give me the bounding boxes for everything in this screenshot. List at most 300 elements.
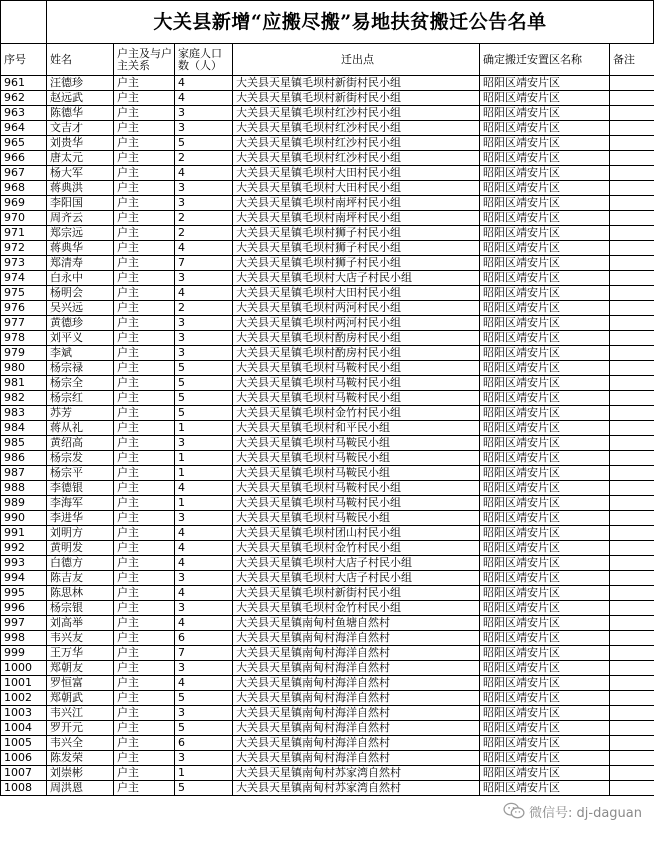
cell-remark xyxy=(610,601,654,616)
cell-family-size: 7 xyxy=(175,256,233,271)
cell-remark xyxy=(610,541,654,556)
cell-origin: 大关县天星镇毛坝村马鞍村民小组 xyxy=(233,361,480,376)
cell-remark xyxy=(610,421,654,436)
cell-name: 周洪恩 xyxy=(47,781,114,796)
cell-no: 975 xyxy=(1,286,47,301)
cell-destination: 昭阳区靖安片区 xyxy=(480,706,610,721)
cell-destination: 昭阳区靖安片区 xyxy=(480,301,610,316)
cell-family-size: 5 xyxy=(175,721,233,736)
cell-name: 李斌 xyxy=(47,346,114,361)
cell-relation: 户主 xyxy=(114,406,175,421)
cell-remark xyxy=(610,91,654,106)
table-row xyxy=(1,286,654,301)
cell-no: 1000 xyxy=(1,661,47,676)
header-remark: 备注 xyxy=(610,44,654,76)
relocation-table xyxy=(0,43,654,796)
cell-origin: 大关县天星镇南甸村海洋自然村 xyxy=(233,721,480,736)
cell-no: 1001 xyxy=(1,676,47,691)
table-row xyxy=(1,346,654,361)
cell-no: 1003 xyxy=(1,706,47,721)
cell-no: 988 xyxy=(1,481,47,496)
cell-name: 韦兴江 xyxy=(47,706,114,721)
cell-name: 韦兴友 xyxy=(47,631,114,646)
cell-family-size: 1 xyxy=(175,766,233,781)
cell-name: 韦兴全 xyxy=(47,736,114,751)
cell-family-size: 4 xyxy=(175,526,233,541)
cell-remark xyxy=(610,241,654,256)
cell-remark xyxy=(610,586,654,601)
cell-relation: 户主 xyxy=(114,526,175,541)
cell-destination: 昭阳区靖安片区 xyxy=(480,226,610,241)
table-row xyxy=(1,616,654,631)
cell-no: 973 xyxy=(1,256,47,271)
cell-family-size: 3 xyxy=(175,106,233,121)
cell-name: 刘明方 xyxy=(47,526,114,541)
table-row xyxy=(1,406,654,421)
cell-remark xyxy=(610,121,654,136)
wechat-icon xyxy=(503,802,525,820)
cell-destination: 昭阳区靖安片区 xyxy=(480,451,610,466)
cell-name: 李德银 xyxy=(47,481,114,496)
cell-relation: 户主 xyxy=(114,691,175,706)
title-row xyxy=(0,0,654,43)
cell-origin: 大关县天星镇毛坝村大店子村民小组 xyxy=(233,571,480,586)
cell-destination: 昭阳区靖安片区 xyxy=(480,391,610,406)
cell-destination: 昭阳区靖安片区 xyxy=(480,286,610,301)
cell-name: 李海军 xyxy=(47,496,114,511)
cell-name: 郑朝武 xyxy=(47,691,114,706)
table-row xyxy=(1,316,654,331)
cell-origin: 大关县天星镇毛坝村马鞍村民小组 xyxy=(233,496,480,511)
cell-destination: 昭阳区靖安片区 xyxy=(480,571,610,586)
cell-remark xyxy=(610,691,654,706)
page-title: 大关县新增“应搬尽搬”易地扶贫搬迁公告名单 xyxy=(153,11,547,33)
cell-family-size: 4 xyxy=(175,241,233,256)
cell-remark xyxy=(610,376,654,391)
table-row xyxy=(1,391,654,406)
cell-family-size: 1 xyxy=(175,451,233,466)
cell-remark xyxy=(610,391,654,406)
cell-family-size: 3 xyxy=(175,181,233,196)
cell-no: 994 xyxy=(1,571,47,586)
cell-remark xyxy=(610,436,654,451)
cell-no: 978 xyxy=(1,331,47,346)
cell-origin: 大关县天星镇毛坝村金竹村民小组 xyxy=(233,601,480,616)
cell-origin: 大关县天星镇南甸村海洋自然村 xyxy=(233,676,480,691)
cell-family-size: 3 xyxy=(175,661,233,676)
cell-family-size: 6 xyxy=(175,736,233,751)
cell-destination: 昭阳区靖安片区 xyxy=(480,496,610,511)
cell-relation: 户主 xyxy=(114,196,175,211)
cell-name: 吴兴远 xyxy=(47,301,114,316)
cell-family-size: 7 xyxy=(175,646,233,661)
cell-family-size: 5 xyxy=(175,691,233,706)
cell-origin: 大关县天星镇南甸村海洋自然村 xyxy=(233,736,480,751)
cell-name: 刘高举 xyxy=(47,616,114,631)
table-row xyxy=(1,136,654,151)
cell-no: 965 xyxy=(1,136,47,151)
table-body xyxy=(1,76,654,796)
cell-origin: 大关县天星镇南甸村海洋自然村 xyxy=(233,706,480,721)
cell-remark xyxy=(610,181,654,196)
cell-origin: 大关县天星镇毛坝村金竹村民小组 xyxy=(233,406,480,421)
table-row xyxy=(1,781,654,796)
table-row xyxy=(1,166,654,181)
cell-no: 970 xyxy=(1,211,47,226)
cell-name: 陈发荣 xyxy=(47,751,114,766)
cell-origin: 大关县天星镇南甸村苏家湾自然村 xyxy=(233,781,480,796)
cell-name: 刘平义 xyxy=(47,331,114,346)
cell-relation: 户主 xyxy=(114,721,175,736)
cell-no: 966 xyxy=(1,151,47,166)
cell-destination: 昭阳区靖安片区 xyxy=(480,676,610,691)
table-row xyxy=(1,301,654,316)
cell-relation: 户主 xyxy=(114,361,175,376)
cell-remark xyxy=(610,316,654,331)
cell-origin: 大关县天星镇毛坝村大田村民小组 xyxy=(233,286,480,301)
cell-no: 964 xyxy=(1,121,47,136)
table-row xyxy=(1,91,654,106)
cell-relation: 户主 xyxy=(114,286,175,301)
cell-name: 郑宗远 xyxy=(47,226,114,241)
table-row xyxy=(1,511,654,526)
cell-origin: 大关县天星镇毛坝村大田村民小组 xyxy=(233,181,480,196)
cell-no: 993 xyxy=(1,556,47,571)
cell-remark xyxy=(610,406,654,421)
cell-origin: 大关县天星镇南甸村海洋自然村 xyxy=(233,661,480,676)
header-destination: 确定搬迁安置区名称 xyxy=(480,44,610,76)
cell-origin: 大关县天星镇毛坝村两河村民小组 xyxy=(233,301,480,316)
watermark xyxy=(503,800,642,822)
cell-no: 982 xyxy=(1,391,47,406)
cell-origin: 大关县天星镇毛坝村新街村民小组 xyxy=(233,91,480,106)
table-row xyxy=(1,631,654,646)
header-no: 序号 xyxy=(1,44,47,76)
cell-name: 黄绍高 xyxy=(47,436,114,451)
table-row xyxy=(1,721,654,736)
cell-relation: 户主 xyxy=(114,181,175,196)
cell-family-size: 3 xyxy=(175,751,233,766)
cell-destination: 昭阳区靖安片区 xyxy=(480,136,610,151)
cell-relation: 户主 xyxy=(114,676,175,691)
cell-name: 蒋典洪 xyxy=(47,181,114,196)
cell-name: 白永中 xyxy=(47,271,114,286)
cell-name: 陈德华 xyxy=(47,106,114,121)
cell-origin: 大关县天星镇毛坝村新街村民小组 xyxy=(233,76,480,91)
cell-origin: 大关县天星镇毛坝村大田村民小组 xyxy=(233,166,480,181)
cell-origin: 大关县天星镇毛坝村马鞍民小组 xyxy=(233,466,480,481)
cell-origin: 大关县天星镇毛坝村马鞍民小组 xyxy=(233,451,480,466)
table-row xyxy=(1,706,654,721)
cell-remark xyxy=(610,211,654,226)
table-row xyxy=(1,451,654,466)
cell-origin: 大关县天星镇毛坝村和平民小组 xyxy=(233,421,480,436)
table-row xyxy=(1,496,654,511)
cell-name: 李阳国 xyxy=(47,196,114,211)
cell-origin: 大关县天星镇毛坝村马鞍村民小组 xyxy=(233,481,480,496)
table-row xyxy=(1,436,654,451)
cell-remark xyxy=(610,751,654,766)
cell-destination: 昭阳区靖安片区 xyxy=(480,316,610,331)
cell-remark xyxy=(610,286,654,301)
cell-no: 991 xyxy=(1,526,47,541)
cell-name: 刘贵华 xyxy=(47,136,114,151)
table-row xyxy=(1,361,654,376)
cell-name: 蒋典华 xyxy=(47,241,114,256)
cell-family-size: 1 xyxy=(175,496,233,511)
cell-remark xyxy=(610,451,654,466)
cell-no: 1002 xyxy=(1,691,47,706)
cell-destination: 昭阳区靖安片区 xyxy=(480,721,610,736)
table-row xyxy=(1,526,654,541)
cell-origin: 大关县天星镇南甸村海洋自然村 xyxy=(233,631,480,646)
table-row xyxy=(1,196,654,211)
cell-origin: 大关县天星镇毛坝村红沙村民小组 xyxy=(233,151,480,166)
cell-destination: 昭阳区靖安片区 xyxy=(480,541,610,556)
cell-origin: 大关县天星镇毛坝村马鞍民小组 xyxy=(233,511,480,526)
cell-family-size: 3 xyxy=(175,346,233,361)
cell-name: 蒋从礼 xyxy=(47,421,114,436)
cell-no: 1004 xyxy=(1,721,47,736)
cell-relation: 户主 xyxy=(114,541,175,556)
watermark-text: 微信号: dj-daguan xyxy=(529,805,642,821)
table-row xyxy=(1,676,654,691)
cell-relation: 户主 xyxy=(114,211,175,226)
table-row xyxy=(1,226,654,241)
cell-no: 983 xyxy=(1,406,47,421)
cell-remark xyxy=(610,736,654,751)
cell-remark xyxy=(610,721,654,736)
table-row xyxy=(1,211,654,226)
cell-destination: 昭阳区靖安片区 xyxy=(480,406,610,421)
table-row xyxy=(1,376,654,391)
cell-name: 郑朝友 xyxy=(47,661,114,676)
header-origin: 迁出点 xyxy=(233,44,480,76)
cell-remark xyxy=(610,496,654,511)
cell-remark xyxy=(610,166,654,181)
cell-relation: 户主 xyxy=(114,106,175,121)
cell-destination: 昭阳区靖安片区 xyxy=(480,91,610,106)
cell-destination: 昭阳区靖安片区 xyxy=(480,526,610,541)
cell-origin: 大关县天星镇毛坝村马鞍民小组 xyxy=(233,436,480,451)
cell-destination: 昭阳区靖安片区 xyxy=(480,661,610,676)
cell-origin: 大关县天星镇毛坝村马鞍村民小组 xyxy=(233,376,480,391)
cell-destination: 昭阳区靖安片区 xyxy=(480,511,610,526)
cell-destination: 昭阳区靖安片区 xyxy=(480,331,610,346)
cell-name: 黄德珍 xyxy=(47,316,114,331)
cell-no: 969 xyxy=(1,196,47,211)
cell-remark xyxy=(610,781,654,796)
cell-remark xyxy=(610,76,654,91)
cell-remark xyxy=(610,346,654,361)
cell-name: 王万华 xyxy=(47,646,114,661)
cell-relation: 户主 xyxy=(114,256,175,271)
cell-remark xyxy=(610,301,654,316)
cell-family-size: 3 xyxy=(175,706,233,721)
cell-family-size: 3 xyxy=(175,511,233,526)
cell-destination: 昭阳区靖安片区 xyxy=(480,151,610,166)
table-row xyxy=(1,481,654,496)
cell-family-size: 4 xyxy=(175,286,233,301)
cell-family-size: 2 xyxy=(175,226,233,241)
cell-relation: 户主 xyxy=(114,316,175,331)
cell-origin: 大关县天星镇毛坝村狮子村民小组 xyxy=(233,226,480,241)
table-row xyxy=(1,151,654,166)
cell-relation: 户主 xyxy=(114,346,175,361)
cell-name: 刘崇彬 xyxy=(47,766,114,781)
cell-remark xyxy=(610,136,654,151)
table-header xyxy=(1,44,654,76)
cell-family-size: 5 xyxy=(175,361,233,376)
cell-destination: 昭阳区靖安片区 xyxy=(480,781,610,796)
cell-no: 967 xyxy=(1,166,47,181)
cell-no: 979 xyxy=(1,346,47,361)
cell-name: 杨宗平 xyxy=(47,466,114,481)
cell-family-size: 5 xyxy=(175,781,233,796)
table-row xyxy=(1,271,654,286)
cell-name: 汪德珍 xyxy=(47,76,114,91)
cell-remark xyxy=(610,661,654,676)
cell-family-size: 4 xyxy=(175,91,233,106)
cell-destination: 昭阳区靖安片区 xyxy=(480,166,610,181)
cell-family-size: 1 xyxy=(175,421,233,436)
cell-name: 陈思林 xyxy=(47,586,114,601)
cell-remark xyxy=(610,556,654,571)
cell-family-size: 3 xyxy=(175,316,233,331)
table-row xyxy=(1,121,654,136)
cell-no: 986 xyxy=(1,451,47,466)
cell-destination: 昭阳区靖安片区 xyxy=(480,421,610,436)
cell-remark xyxy=(610,331,654,346)
cell-remark xyxy=(610,466,654,481)
cell-family-size: 4 xyxy=(175,166,233,181)
cell-origin: 大关县天星镇毛坝村大店子村民小组 xyxy=(233,556,480,571)
cell-name: 杨大军 xyxy=(47,166,114,181)
cell-no: 971 xyxy=(1,226,47,241)
cell-remark xyxy=(610,361,654,376)
cell-no: 997 xyxy=(1,616,47,631)
cell-destination: 昭阳区靖安片区 xyxy=(480,241,610,256)
cell-remark xyxy=(610,481,654,496)
cell-origin: 大关县天星镇南甸村鱼塘自然村 xyxy=(233,616,480,631)
cell-origin: 大关县天星镇南甸村海洋自然村 xyxy=(233,646,480,661)
cell-name: 赵远武 xyxy=(47,91,114,106)
cell-name: 陈吉友 xyxy=(47,571,114,586)
cell-no: 980 xyxy=(1,361,47,376)
cell-origin: 大关县天星镇毛坝村马鞍村民小组 xyxy=(233,391,480,406)
cell-name: 杨宗禄 xyxy=(47,361,114,376)
table-row xyxy=(1,751,654,766)
cell-relation: 户主 xyxy=(114,706,175,721)
cell-family-size: 3 xyxy=(175,571,233,586)
cell-no: 985 xyxy=(1,436,47,451)
cell-relation: 户主 xyxy=(114,376,175,391)
table-row xyxy=(1,541,654,556)
cell-no: 992 xyxy=(1,541,47,556)
cell-no: 1008 xyxy=(1,781,47,796)
cell-relation: 户主 xyxy=(114,511,175,526)
cell-destination: 昭阳区靖安片区 xyxy=(480,436,610,451)
cell-relation: 户主 xyxy=(114,301,175,316)
cell-family-size: 3 xyxy=(175,271,233,286)
cell-origin: 大关县天星镇毛坝村红沙村民小组 xyxy=(233,136,480,151)
table-row xyxy=(1,241,654,256)
header-row xyxy=(1,44,654,76)
cell-name: 杨明会 xyxy=(47,286,114,301)
cell-no: 972 xyxy=(1,241,47,256)
cell-name: 杨宗红 xyxy=(47,391,114,406)
table-row xyxy=(1,601,654,616)
cell-relation: 户主 xyxy=(114,571,175,586)
cell-destination: 昭阳区靖安片区 xyxy=(480,691,610,706)
cell-family-size: 6 xyxy=(175,631,233,646)
cell-family-size: 4 xyxy=(175,556,233,571)
table-row xyxy=(1,766,654,781)
cell-destination: 昭阳区靖安片区 xyxy=(480,346,610,361)
cell-family-size: 4 xyxy=(175,76,233,91)
cell-no: 981 xyxy=(1,376,47,391)
cell-family-size: 4 xyxy=(175,616,233,631)
cell-family-size: 3 xyxy=(175,196,233,211)
cell-destination: 昭阳区靖安片区 xyxy=(480,256,610,271)
cell-name: 白德方 xyxy=(47,556,114,571)
cell-relation: 户主 xyxy=(114,661,175,676)
cell-name: 文吉才 xyxy=(47,121,114,136)
cell-family-size: 3 xyxy=(175,121,233,136)
cell-no: 962 xyxy=(1,91,47,106)
cell-no: 998 xyxy=(1,631,47,646)
cell-name: 杨宗银 xyxy=(47,601,114,616)
cell-origin: 大关县天星镇毛坝村酌房村民小组 xyxy=(233,346,480,361)
table-row xyxy=(1,586,654,601)
cell-family-size: 1 xyxy=(175,466,233,481)
cell-destination: 昭阳区靖安片区 xyxy=(480,76,610,91)
cell-no: 1005 xyxy=(1,736,47,751)
cell-destination: 昭阳区靖安片区 xyxy=(480,271,610,286)
cell-origin: 大关县天星镇毛坝村两河村民小组 xyxy=(233,316,480,331)
cell-no: 984 xyxy=(1,421,47,436)
cell-destination: 昭阳区靖安片区 xyxy=(480,121,610,136)
cell-relation: 户主 xyxy=(114,781,175,796)
cell-relation: 户主 xyxy=(114,736,175,751)
cell-relation: 户主 xyxy=(114,121,175,136)
cell-name: 罗恒富 xyxy=(47,676,114,691)
cell-no: 977 xyxy=(1,316,47,331)
cell-no: 974 xyxy=(1,271,47,286)
cell-relation: 户主 xyxy=(114,436,175,451)
cell-remark xyxy=(610,511,654,526)
cell-no: 989 xyxy=(1,496,47,511)
table-row xyxy=(1,256,654,271)
cell-relation: 户主 xyxy=(114,616,175,631)
cell-origin: 大关县天星镇毛坝村新街村民小组 xyxy=(233,586,480,601)
cell-family-size: 4 xyxy=(175,481,233,496)
cell-origin: 大关县天星镇毛坝村大店子村民小组 xyxy=(233,271,480,286)
cell-name: 杨宗全 xyxy=(47,376,114,391)
cell-family-size: 5 xyxy=(175,406,233,421)
cell-destination: 昭阳区靖安片区 xyxy=(480,211,610,226)
cell-relation: 户主 xyxy=(114,451,175,466)
cell-relation: 户主 xyxy=(114,421,175,436)
cell-no: 968 xyxy=(1,181,47,196)
cell-remark xyxy=(610,226,654,241)
table-row xyxy=(1,331,654,346)
cell-relation: 户主 xyxy=(114,151,175,166)
cell-remark xyxy=(610,151,654,166)
table-row xyxy=(1,691,654,706)
cell-remark xyxy=(610,106,654,121)
cell-family-size: 3 xyxy=(175,436,233,451)
